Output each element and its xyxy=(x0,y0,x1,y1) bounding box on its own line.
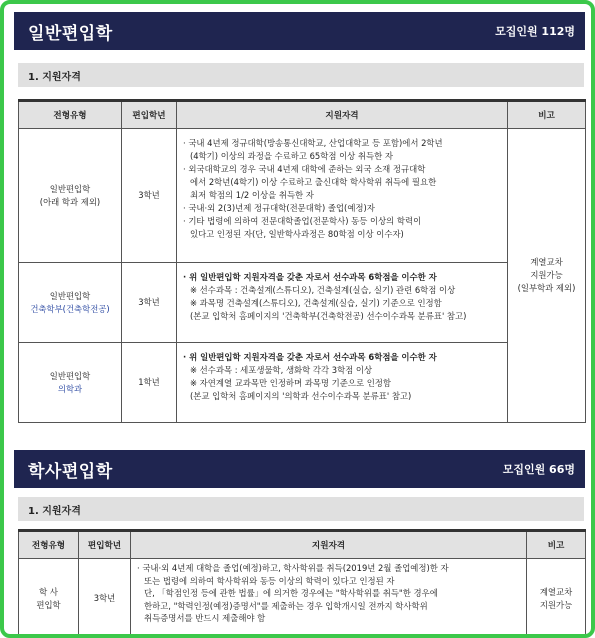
header-note: 비고 xyxy=(508,101,586,129)
header-requirements: 지원자격 xyxy=(131,531,527,559)
header-requirements: 지원자격 xyxy=(177,101,508,129)
section-title: 일반편입학 xyxy=(28,23,113,44)
note-line: (일부학과 제외) xyxy=(517,283,576,293)
type-label: 일반편입학 xyxy=(49,290,91,301)
type-cell xyxy=(19,263,122,343)
header-type: 전형유형 xyxy=(19,101,122,129)
section-banner-general xyxy=(14,12,585,50)
requirement-line: · 국내 4년제 정규대학(방송통신대학교, 산업대학교 등 포함)에서 2학년 xyxy=(183,138,443,148)
requirement-line: 에서 2학년(4학기) 이상 수료하고 출신대학 학사학위 취득에 필요한 xyxy=(190,177,437,187)
requirement-line: 있다고 인정된 자(단, 일반학사과정은 80학점 이상 이수자) xyxy=(190,229,404,239)
type-cell xyxy=(19,129,122,263)
requirement-line: · 위 일반편입학 지원자격을 갖춘 자로서 선수과목 6학점을 이수한 자 xyxy=(183,272,437,282)
grade-cell: 3학년 xyxy=(122,129,177,263)
type-label: 학 사 xyxy=(39,586,58,597)
type-sublabel: 편입학 xyxy=(36,599,61,610)
requirement-line: 단, 「학점인정 등에 관한 법률」에 의거한 경우에는 "학사학위를 취득"한 경우에 xyxy=(144,588,438,598)
requirement-line: 최저 학점의 1/2 이상을 취득한 자 xyxy=(190,190,314,200)
table-row xyxy=(19,559,586,638)
requirement-line: ※ 선수과목 : 세포생물학, 생화학 각각 3학점 이상 xyxy=(190,365,373,375)
requirements-cell xyxy=(177,129,508,263)
requirement-line: · 국내·외 2(3)년제 정규대학(전문대학) 졸업(예정)자 xyxy=(183,203,375,213)
type-cell xyxy=(19,559,79,638)
requirements-cell xyxy=(177,343,508,423)
note-cell xyxy=(508,129,586,423)
requirement-line: 또는 법령에 의하여 학사학위와 동등 이상의 학력이 있다고 인정된 자 xyxy=(144,575,395,586)
requirement-line: ※ 선수과목 : 건축설계(스튜디오), 건축설계(실습, 실기) 관련 6학점 이상 xyxy=(190,285,456,295)
table-header-row xyxy=(19,531,586,559)
quota-label: 모집인원 66명 xyxy=(502,463,575,476)
requirement-line: (본교 입학처 홈페이지의 '건축학부(건축학전공) 선수이수과목 분류표' 참고) xyxy=(190,311,467,321)
requirements-cell xyxy=(177,263,508,343)
note-line: 계열교차 xyxy=(539,586,573,597)
note-line: 지원가능 xyxy=(539,599,573,610)
note-line: 지원가능 xyxy=(530,270,563,280)
requirement-line: (4학기) 이상의 과정을 수료하고 65학점 이상 취득한 자 xyxy=(190,151,393,161)
type-sublabel: 의학과 xyxy=(57,383,83,394)
type-label: 일반편입학 xyxy=(49,183,91,194)
type-cell xyxy=(19,343,122,423)
requirement-line: · 외국대학교의 경우 국내 4년제 대학에 준하는 외국 소재 정규대학 xyxy=(183,164,426,174)
table-row xyxy=(19,263,586,343)
subheading: 1. 지원자격 xyxy=(28,505,81,517)
eligibility-table-bachelor xyxy=(18,529,586,638)
requirement-line: · 기타 법령에 의하여 전문대학졸업(전문학사) 동등 이상의 학력이 xyxy=(183,216,422,226)
note-line: 계열교차 xyxy=(530,257,563,267)
quota-label: 모집인원 112명 xyxy=(495,25,575,38)
grade-cell: 1학년 xyxy=(122,343,177,423)
requirement-line: (본교 입학처 홈페이지의 '의학과 선수이수과목 분류표' 참고) xyxy=(190,391,412,401)
requirements-cell xyxy=(131,559,527,638)
subheading-bar xyxy=(18,497,584,521)
requirement-line: 한하고, "학력인정(예정)증명서"를 제출하는 경우 입학개시일 전까지 학사학위 xyxy=(144,600,428,611)
table-header-row xyxy=(19,101,586,129)
requirement-line: ※ 과목명 건축설계(스튜디오), 건축설계(실습, 실기) 기준으로 인정함 xyxy=(190,298,442,308)
grade-cell: 3학년 xyxy=(79,559,131,638)
grade-cell: 3학년 xyxy=(122,263,177,343)
subheading-bar xyxy=(18,63,584,87)
requirement-line: · 위 일반편입학 지원자격을 갖춘 자로서 선수과목 6학점을 이수한 자 xyxy=(183,352,437,362)
subheading: 1. 지원자격 xyxy=(28,71,81,83)
requirement-line: 취득증명서를 반드시 제출해야 함 xyxy=(144,613,266,623)
table-row xyxy=(19,343,586,423)
section-banner-bachelor xyxy=(14,450,585,488)
requirement-line: ※ 자연계열 교과목만 인정하며 과목명 기준으로 인정함 xyxy=(190,378,391,388)
header-note: 비고 xyxy=(527,531,586,559)
section-title: 학사편입학 xyxy=(28,461,113,482)
eligibility-table-general xyxy=(18,99,586,423)
requirement-line: · 국내·외 4년제 대학을 졸업(예정)하고, 학사학위를 취득(2019년 2월 졸업예정)한 자 xyxy=(137,563,449,573)
header-grade: 편입학년 xyxy=(122,101,177,129)
note-cell xyxy=(527,559,586,638)
type-sublabel: 건축학부(건축학전공) xyxy=(30,303,110,314)
type-label: 일반편입학 xyxy=(49,370,91,381)
type-sublabel: (아래 학과 제외) xyxy=(39,196,101,207)
header-type: 전형유형 xyxy=(19,531,79,559)
header-grade: 편입학년 xyxy=(79,531,131,559)
table-row xyxy=(19,129,586,263)
